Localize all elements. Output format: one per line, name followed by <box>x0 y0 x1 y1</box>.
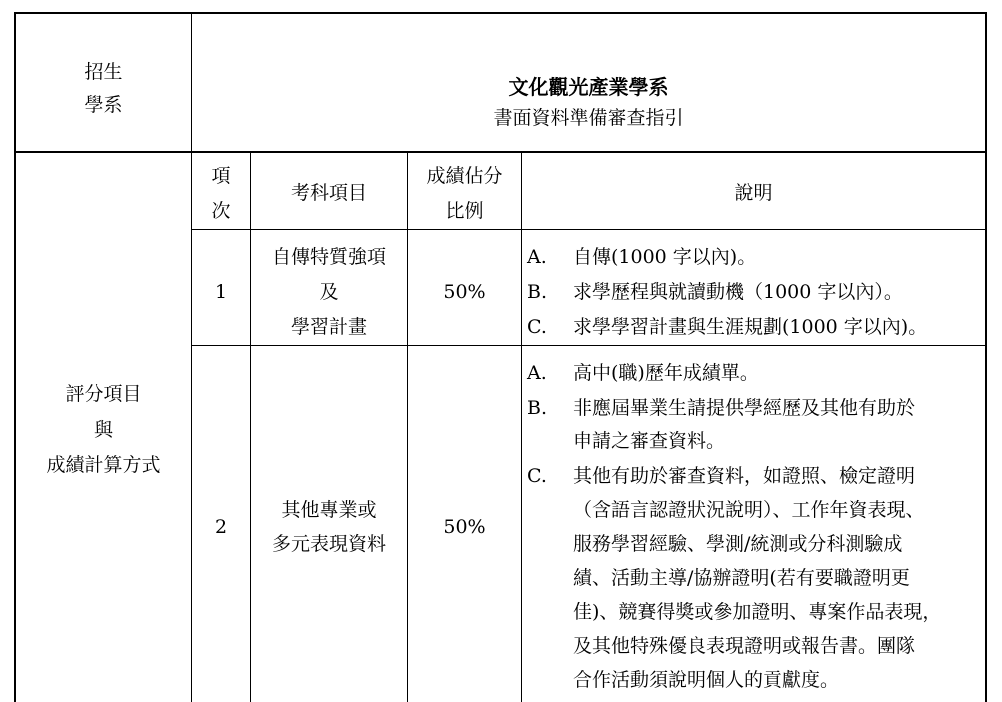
item-text: 服務學習經驗、學測/統測或分科測驗成 <box>573 533 903 555</box>
row-subject-line3: 學習計畫 <box>290 316 367 338</box>
row-subject-line2: 及 <box>319 281 339 303</box>
column-header-description: 說明 <box>734 182 773 204</box>
item-letter: A. <box>527 362 547 384</box>
item-text: 求學學習計畫與生涯規劃(1000 字以內)。 <box>573 316 928 338</box>
divider-weight-column <box>521 151 522 702</box>
row-weight: 50% <box>443 516 486 538</box>
column-header-weight-line2: 比例 <box>445 200 484 222</box>
section-label-line3: 成績計算方式 <box>46 454 161 476</box>
item-text: （含語言認證狀況說明）、工作年資表現、 <box>573 499 925 521</box>
item-letter: B. <box>527 397 548 419</box>
item-text: 高中(職)歷年成績單。 <box>573 362 759 384</box>
row-index: 2 <box>214 516 228 538</box>
page-subtitle: 書面資料準備審查指引 <box>493 107 684 129</box>
divider-header-bottom <box>14 151 987 153</box>
item-letter: B. <box>527 281 548 303</box>
header-left-label-line2: 學系 <box>84 94 123 116</box>
divider-row1-bottom <box>191 345 987 346</box>
column-header-weight-line1: 成績佔分 <box>426 165 503 187</box>
column-header-index-line2: 次 <box>211 200 231 222</box>
section-label-line1: 評分項目 <box>65 383 142 405</box>
row-subject-line1: 其他專業或 <box>281 499 377 521</box>
column-header-index-line1: 項 <box>211 165 231 187</box>
item-text: 及其他特殊優良表現證明或報告書。團隊 <box>573 635 916 657</box>
divider-index-column <box>250 151 251 702</box>
page-title: 文化觀光產業學系 <box>508 75 669 99</box>
item-text: 績、活動主導/協辦證明(若有要職證明更 <box>573 567 910 589</box>
item-text: 申請之審查資料。 <box>573 430 726 452</box>
item-text: 自傳(1000 字以內)。 <box>573 246 757 268</box>
row-index: 1 <box>214 281 228 303</box>
item-text: 合作活動須說明個人的貢獻度。 <box>573 669 840 691</box>
item-letter: A. <box>527 246 547 268</box>
section-label-line2: 與 <box>93 419 113 441</box>
divider-column-header-bottom <box>191 229 987 230</box>
row-weight: 50% <box>443 281 486 303</box>
column-header-subject: 考科項目 <box>290 182 367 204</box>
row-subject-line1: 自傳特質強項 <box>271 246 386 268</box>
item-letter: C. <box>527 465 547 487</box>
item-text: 其他有助於審查資料，如證照、檢定證明 <box>573 465 916 487</box>
item-text: 求學歷程與就讀動機（1000 字以內）。 <box>573 281 903 303</box>
item-letter: C. <box>527 316 547 338</box>
item-text: 非應屆畢業生請提供學經歷及其他有助於 <box>573 397 916 419</box>
item-text: 佳)、競賽得獎或參加證明、專案作品表現， <box>573 601 942 623</box>
border-right <box>985 12 987 702</box>
row-subject-line2: 多元表現資料 <box>271 533 386 555</box>
border-top <box>14 12 987 14</box>
divider-subject-column <box>407 151 408 702</box>
header-left-label-line1: 招生 <box>84 61 123 83</box>
